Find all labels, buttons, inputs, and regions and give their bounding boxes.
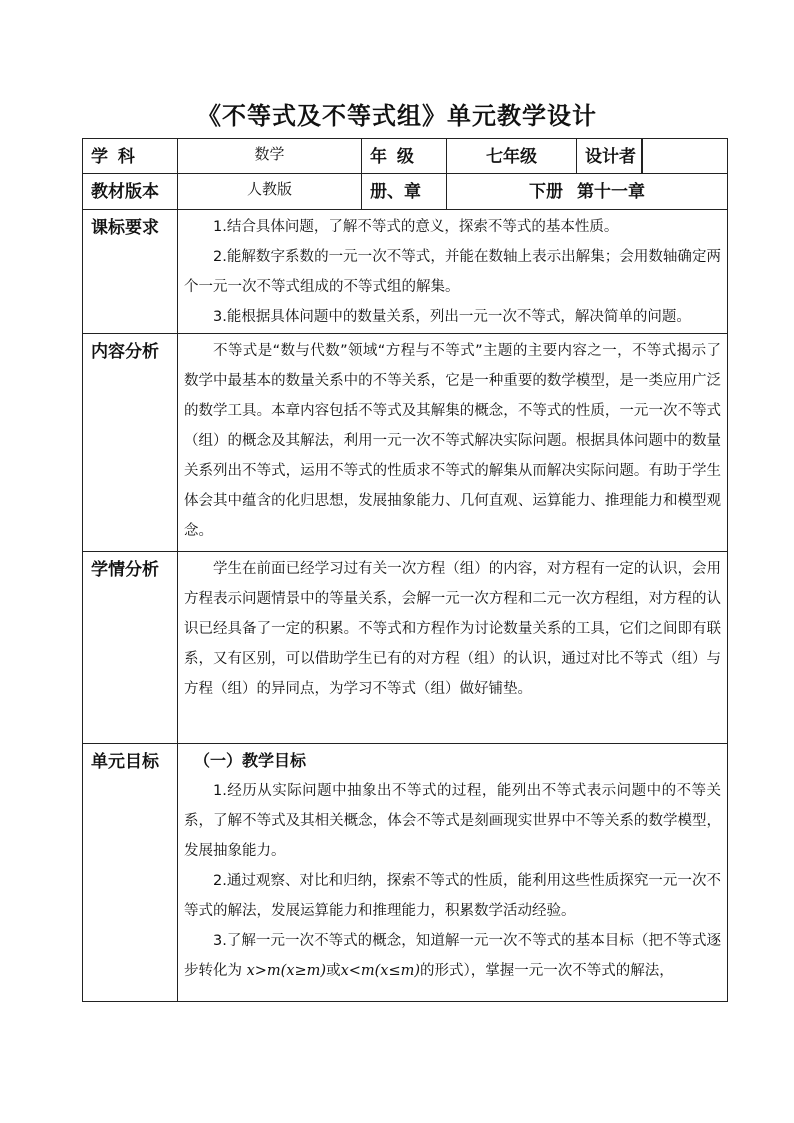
subject-label: 学 科: [83, 139, 178, 174]
content-analysis-text: 不等式是“数与代数”领域“方程与不等式”主题的主要内容之一，不等式揭示了数学中最基本的数量关系中的不等关系，它是一种重要的数学模型，是一类应用广泛的数学工具。本章内容包括不等式及其解集的概念，不等式的性质，一元一次不等式（组）的概念及其解法，利用一元一次不等式解决实际问题。根据具体问题中的数量关系列出不等式，运用不等式的性质求不等式的解集从而解决实际问题。有助于学生体会其中蕴含的化归思想，发展抽象能力、几何直观、运算能力、推理能力和模型观念。: [184, 343, 721, 539]
teaching-goals-heading: （一）教学目标: [194, 751, 307, 770]
grade-value: 七年级: [447, 139, 577, 174]
goal-item-3: [184, 926, 721, 986]
goal-item-1: 1.经历从实际问题中抽象出不等式的过程，能列出不等式表示问题中的不等关系，了解不等式及其相关概念，体会不等式是刻画现实世界中不等关系的数学模型，发展抽象能力。: [184, 783, 721, 859]
goal3-math-2: x<m(x≤m): [340, 963, 421, 979]
standard-item-3: 3.能根据具体问题中的数量关系，列出一元一次不等式，解决简单的问题。: [213, 309, 691, 325]
learner-analysis-content: [178, 552, 728, 744]
standard-item-2: 2.能解数字系数的一元一次不等式，并能在数轴上表示出解集；会用数轴确定两个一元一次不等式组成的不等式组的解集。: [184, 249, 721, 295]
content-analysis-label: 内容分析: [83, 334, 178, 552]
volume-value: 下册 第十一章: [447, 174, 728, 210]
volume-label: 册、章: [362, 174, 447, 210]
design-table: [82, 138, 728, 1002]
standards-label: 课标要求: [83, 210, 178, 334]
learner-analysis-label: 学情分析: [83, 552, 178, 744]
goal3-text-a: 3.了解一元一次不等式的概念，知道解一元一次不等式的基本目标（把不等式逐步转化为: [184, 933, 721, 979]
edition-label: 教材版本: [83, 174, 178, 210]
designer-label: 设计者: [577, 139, 642, 174]
edition-value: 人教版: [178, 174, 362, 210]
goal3-text-b: 或: [326, 963, 341, 979]
content-analysis-content: [178, 334, 728, 552]
standards-content: [178, 210, 728, 334]
grade-label: 年 级: [362, 139, 447, 174]
goal3-math-1: x>m(x≥m): [246, 963, 327, 979]
unit-goals-label: 单元目标: [83, 744, 178, 1002]
document-title: 《不等式及不等式组》单元教学设计: [197, 102, 597, 130]
goal3-text-c: 的形式），掌握一元一次不等式的解法，: [420, 963, 674, 979]
standard-item-1: 1.结合具体问题，了解不等式的意义，探索不等式的基本性质。: [213, 219, 619, 235]
goal-item-2: 2.通过观察、对比和归纳，探索不等式的性质，能利用这些性质探究一元一次不等式的解法，发展运算能力和推理能力，积累数学活动经验。: [184, 873, 721, 919]
learner-analysis-text: 学生在前面已经学习过有关一次方程（组）的内容，对方程有一定的认识，会用方程表示问题情景中的等量关系，会解一元一次方程和二元一次方程组，对方程的认识已经具备了一定的积累。不等式和方程作为讨论数量关系的工具，它们之间即有联系，又有区别，可以借助学生已有的对方程（组）的认识，通过对比不等式（组）与方程（组）的异同点，为学习不等式（组）做好铺垫。: [184, 561, 721, 697]
subject-value: 数学: [178, 139, 362, 174]
designer-value-cell: [642, 139, 728, 174]
unit-goals-content: [178, 744, 728, 1002]
